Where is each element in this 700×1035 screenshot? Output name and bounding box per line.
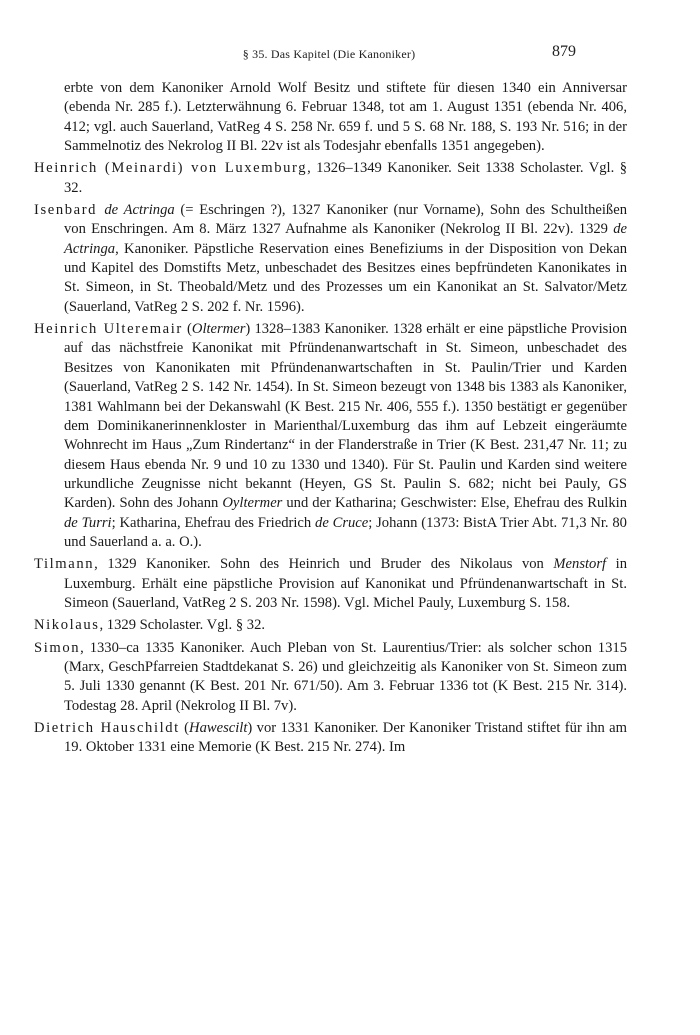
entry-text: , 1329 Scholaster. Vgl. § 32. [99, 617, 266, 634]
entry-text: ) vor 1331 Kanoniker. Der Kanoniker Tristand stiftet für ihn am 19. Oktober 1331 eine Memorie (K Best. 215 Nr. 274). Im [64, 720, 628, 756]
register-entry [34, 555, 627, 613]
entry-text: und der Katharina; Geschwister: Else, Ehefrau des Rulkin [282, 495, 628, 512]
entry-text: ; Katharina, Ehefrau des Friedrich [111, 514, 316, 531]
register-entry [34, 159, 627, 198]
entry-name: Tilmann [34, 556, 95, 573]
entry-name: Dietrich Hauschildt [34, 720, 180, 736]
italic-term: Hawescilt [189, 720, 248, 736]
entry-name: Nikolaus [34, 617, 100, 634]
register-entry [34, 201, 627, 317]
entry-text: in Luxemburg. Erhält eine päpstliche Provision auf Kanonikat und Pfründenanwartschaft in St. Simeon (Sauerland, VatReg 2 S. 203 Nr. 1598). Vgl. Michel Pauly, Luxemburg S. 158. [64, 556, 627, 611]
page-body [34, 79, 627, 761]
entry-text: ( [182, 321, 192, 338]
entry-name: Heinrich (Meinardi) von Luxemburg [34, 160, 308, 177]
register-entry [34, 719, 627, 758]
register-entry [34, 320, 627, 552]
entry-text: ( [179, 720, 190, 736]
italic-term: de Actringa [64, 221, 627, 257]
entry-text: , 1330–ca 1335 Kanoniker. Auch Pleban von St. Laurentius/Trier: als solcher schon 1315 (Marx, GeschPfarreien Stadtdekanat S. 26) und gleichzeitig als Kanoniker von St. Simeon zum 5. Juli 1330 genannt (K Best. 201 Nr. 671/50). Am 3. Februar 1336 tot (K Best. 215 Nr. 314). Todestag 28. April (Nekrolog II Bl. 7v). [64, 639, 627, 714]
italic-term: de Cruce [315, 514, 369, 531]
italic-term: de Turri [64, 514, 112, 531]
page-number: 879 [552, 43, 576, 60]
register-entry [34, 616, 627, 635]
entry-text: , 1326–1349 Kanoniker. Seit 1338 Scholaster. Vgl. § 32. [64, 160, 627, 196]
entry-text: , Kanoniker. Päpstliche Reservation eines Benefiziums in der Disposition von Dekan und Kapitel des Domstifts Metz, unbeschadet des Besitzes eines bepfründeten Kanonikates in St. Simeon, in St. Theobald/Metz und des Prozesses um ein Kanonikat an St. Salvator/Metz (Sauerland, VatReg 2 S. 202 f. Nr. 1596). [64, 240, 627, 315]
register-entry [34, 639, 627, 716]
running-head: § 35. Das Kapitel (Die Kanoniker) [242, 47, 416, 61]
entry-text: (= Eschringen ?), 1327 Kanoniker (nur Vorname), Sohn des Schultheißen von Enschringen. Am 8. März 1327 Aufnahme als Kanoniker (Nekrolog II Bl. 22v). 1329 [64, 202, 628, 238]
entry-text: ; Johann (1373: BistA Trier Abt. 71,3 Nr. 80 und Sauerland a. a. O.). [64, 514, 627, 550]
italic-term: Menstorf [553, 556, 607, 573]
entry-text: , 1329 Kanoniker. Sohn des Heinrich und Bruder des Nikolaus von [94, 556, 554, 573]
italic-term: Oyltermer [222, 495, 283, 512]
italic-term: de Actringa [104, 202, 175, 219]
entry-name: Simon [34, 639, 81, 656]
entry-name: Heinrich Ulteremair [34, 321, 183, 338]
continuation-paragraph [34, 79, 627, 156]
entry-name: Isenbard [34, 202, 105, 219]
entry-text: ) 1328–1383 Kanoniker. 1328 erhält er eine päpstliche Provision auf das nächstfreie Kanonikat mit Pfründenanwartschaft in St. Simeon, unbeschadet des Besitzes von Kanonikaten mit Pfründenanwartschaften in St. Paulin/Trier und Karden (Sauerland, VatReg 2 S. 142 Nr. 1454). In St. Simeon bezeugt von 1348 bis 1383 als Kanoniker, 1381 Wahlmann bei der Dekanswahl (K Best. 215 Nr. 406, 555 f.). 1350 bestätigt er gegenüber dem Dominikanerinnenkloster in Marienthal/Luxemburg das ihm auf Lebzeit eingeräumte Wohnrecht im Haus „Zum Rindertanz“ in der Flanderstraße in Trier (K Best. 231,47 Nr. 11; zu diesem Haus ebenda Nr. 9 und 10 zu 1330 und 1340). Für St. Paulin und Karden sind weitere urkundliche Zeugnisse nicht bekannt (Heyen, GS St. Paulin S. 682; nicht bei Pauly, GS Karden). Sohn des Johann [64, 321, 628, 512]
entry-text: erbte von dem Kanoniker Arnold Wolf Besitz und stiftete für diesen 1340 ein Anniversar (ebenda Nr. 285 f.). Letzterwähnung 6. Februar 1348, tot am 1. August 1351 (ebenda Nr. 406, 412; vgl. auch Sauerland, VatReg 4 S. 258 Nr. 659 f. und 5 S. 68 Nr. 188, S. 193 Nr. 516; in der Sammelnotiz des Nekrolog II Bl. 22v ist als Todesjahr ebenfalls 1351 angegeben). [64, 80, 627, 155]
italic-term: Oltermer [191, 321, 246, 338]
